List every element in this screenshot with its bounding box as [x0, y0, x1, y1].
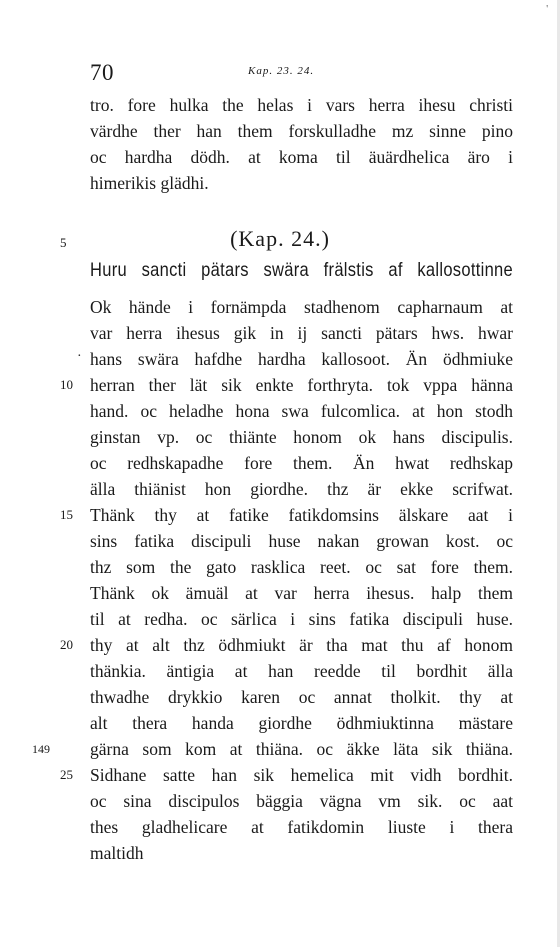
- text-line: alt thera handa giordhe ödhmiuktinna mästare: [90, 713, 513, 733]
- text-line: Ok hände i fornämpda stadhenom capharnaum at: [90, 297, 513, 317]
- line-number: 25: [60, 767, 73, 782]
- line-number: 15: [60, 507, 73, 522]
- text-line: ginstan vp. oc thiänte honom ok hans discipulis.: [90, 427, 513, 447]
- text-line: värdhe ther han them forskulladhe mz sinne pino: [90, 121, 513, 141]
- text-line: oc sina discipulos bäggia vägna vm sik. oc aat: [90, 791, 513, 811]
- text-line: maltidh: [90, 843, 144, 863]
- text-line: sins fatika discipuli huse nakan growan kost. oc: [90, 531, 513, 551]
- text-line: oc hardha dödh. at koma til äuärdhelica äro i: [90, 147, 513, 167]
- text-line: tro. fore hulka the helas i vars herra ihesu christi: [90, 95, 513, 115]
- text-line: til at redha. oc särlica i sins fatika discipuli huse.: [90, 609, 513, 629]
- text-line: Thänk ok ämuäl at var herra ihesus. halp them: [90, 583, 513, 603]
- text-line: oc redhskapadhe fore them. Än hwat redhskap: [90, 453, 513, 473]
- text-line: herran ther lät sik enkte forthryta. tok vppa hänna: [90, 375, 513, 395]
- corner-mark: ': [546, 4, 548, 15]
- text-line: himerikis glädhi.: [90, 173, 209, 193]
- page-number: 70: [90, 60, 114, 85]
- section-title: Huru sancti pätars swära frälstis af kallosottinne: [90, 260, 513, 281]
- text-line: älla thiänist hon giordhe. thz är ekke scrifwat.: [90, 479, 513, 499]
- line-number: 5: [60, 235, 67, 250]
- line-number: 10: [60, 377, 73, 392]
- text-line: thy at alt thz ödhmiukt är tha mat thu af honom: [90, 635, 513, 655]
- text-line: var herra ihesus gik in ij sancti pätars hws. hwar: [90, 323, 513, 343]
- text-line: thes gladhelicare at fatikdomin liuste i thera: [90, 817, 513, 837]
- margin-page-reference: 149: [32, 742, 50, 756]
- text-line: hans swära hafdhe hardha kallosoot. Än ödhmiuke: [90, 349, 513, 369]
- text-line: hand. oc heladhe hona swa fulcomlica. at hon stodh: [90, 401, 513, 421]
- chapter-heading: (Kap. 24.): [230, 226, 330, 251]
- running-head: Kap. 23. 24.: [248, 65, 315, 77]
- text-line: gärna som kom at thiäna. oc äkke läta sik thiäna.: [90, 739, 513, 759]
- text-line: thwadhe drykkio karen oc annat tholkit. thy at: [90, 687, 513, 707]
- text-line: Thänk thy at fatike fatikdomsins älskare aat i: [90, 505, 513, 525]
- text-line: thz som the gato rasklica reet. oc sat fore them.: [90, 557, 513, 577]
- text-line: Sidhane satte han sik hemelica mit vidh bordhit.: [90, 765, 513, 785]
- text-line: thänkia. äntigia at han reedde til bordhit älla: [90, 661, 513, 681]
- line-number: 20: [60, 637, 73, 652]
- margin-bullet: ·: [77, 349, 82, 364]
